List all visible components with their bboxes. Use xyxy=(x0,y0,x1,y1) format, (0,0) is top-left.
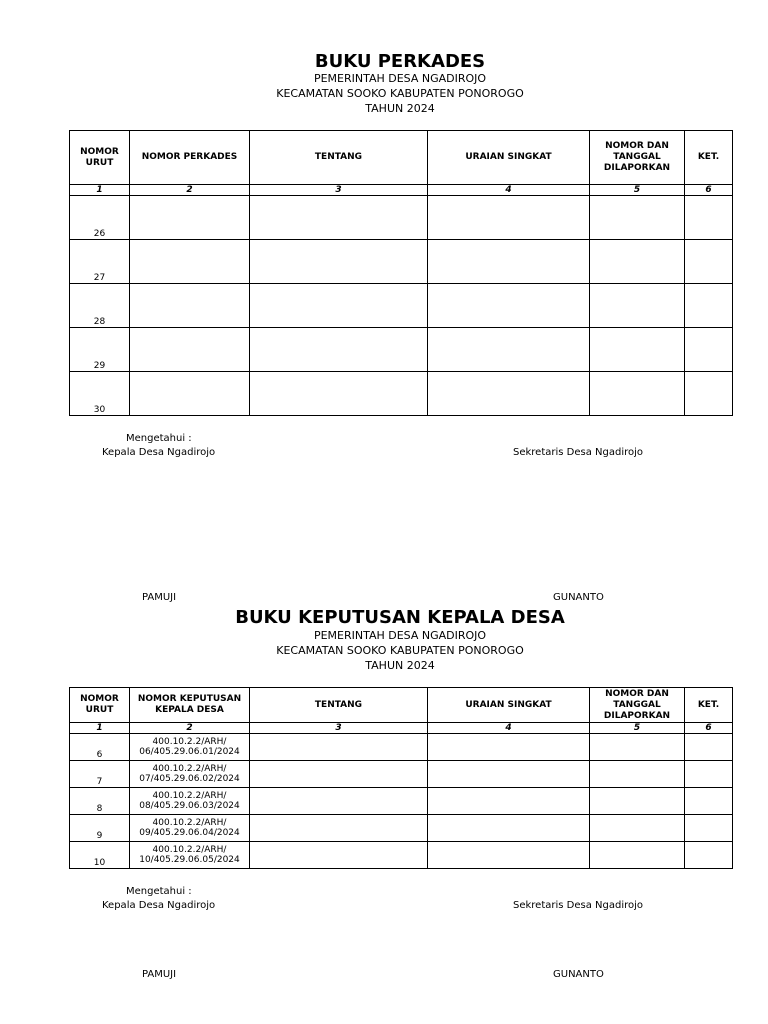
column-number: 1 xyxy=(70,723,130,734)
decree-number-line1: 400.10.2.2/ARH/ xyxy=(152,818,227,828)
document-title: BUKU KEPUTUSAN KEPALA DESA xyxy=(235,607,565,628)
decree-number-line2: 10/405.29.06.05/2024 xyxy=(139,855,240,865)
document-title: BUKU PERKADES xyxy=(314,51,486,72)
header-nomor-tanggal: NOMOR DAN TANGGAL DILAPORKAN xyxy=(590,131,685,185)
subtitle-district: KECAMATAN SOOKO KABUPATEN PONOROGO xyxy=(276,644,524,657)
header-nomor-tanggal: NOMOR DAN TANGGAL DILAPORKAN xyxy=(590,688,685,723)
column-number: 5 xyxy=(590,185,685,196)
subtitle-government: PEMERINTAH DESA NGADIROJO xyxy=(313,72,487,85)
decree-number-line1: 400.10.2.2/ARH/ xyxy=(152,737,227,747)
table-header-row xyxy=(70,131,733,185)
row-number: 26 xyxy=(70,196,130,240)
column-number: 4 xyxy=(428,723,590,734)
row-number: 8 xyxy=(70,788,130,815)
decree-number-line1: 400.10.2.2/ARH/ xyxy=(152,845,227,855)
row-number: 7 xyxy=(70,761,130,788)
row-number: 29 xyxy=(70,328,130,372)
header-uraian-singkat: URAIAN SINGKAT xyxy=(428,131,590,185)
table-row xyxy=(70,815,733,842)
column-number: 1 xyxy=(70,185,130,196)
decree-number xyxy=(130,788,250,815)
acknowledged-label: Mengetahui : xyxy=(126,433,192,444)
subtitle-year: TAHUN 2024 xyxy=(365,659,435,672)
header-nomor-urut: NOMOR URUT xyxy=(70,131,130,185)
village-head-role: Kepala Desa Ngadirojo xyxy=(102,900,216,911)
village-head-role: Kepala Desa Ngadirojo xyxy=(102,447,216,458)
table-row xyxy=(70,842,733,869)
table-row xyxy=(70,734,733,761)
decree-number xyxy=(130,761,250,788)
decree-number-line2: 09/405.29.06.04/2024 xyxy=(139,828,240,838)
table-header-row xyxy=(70,688,733,723)
village-head-name: PAMUJI xyxy=(142,592,177,603)
secretary-name: GUNANTO xyxy=(553,592,604,603)
subtitle-district: KECAMATAN SOOKO KABUPATEN PONOROGO xyxy=(276,87,524,100)
column-number: 2 xyxy=(130,723,250,734)
secretary-name: GUNANTO xyxy=(553,969,604,980)
perkades-table xyxy=(69,130,733,416)
table-row xyxy=(70,372,733,416)
column-number-row xyxy=(70,185,733,196)
subtitle-government: PEMERINTAH DESA NGADIROJO xyxy=(313,629,487,642)
table-row xyxy=(70,761,733,788)
header-nomor-urut: NOMOR URUT xyxy=(70,688,130,723)
row-number: 10 xyxy=(70,842,130,869)
decree-number-line2: 08/405.29.06.03/2024 xyxy=(139,801,240,811)
header-ket: KET. xyxy=(685,688,733,723)
decree-number-line2: 07/405.29.06.02/2024 xyxy=(139,774,240,784)
header-nomor-perkades: NOMOR PERKADES xyxy=(130,131,250,185)
table-row xyxy=(70,788,733,815)
row-number: 28 xyxy=(70,284,130,328)
header-uraian-singkat: URAIAN SINGKAT xyxy=(428,688,590,723)
column-number: 5 xyxy=(590,723,685,734)
village-head-name: PAMUJI xyxy=(142,969,177,980)
table-row xyxy=(70,240,733,284)
table-row xyxy=(70,284,733,328)
column-number-row xyxy=(70,723,733,734)
row-number: 30 xyxy=(70,372,130,416)
column-number: 6 xyxy=(685,723,733,734)
secretary-role: Sekretaris Desa Ngadirojo xyxy=(513,900,644,911)
decree-number xyxy=(130,815,250,842)
table-row xyxy=(70,328,733,372)
header-ket: KET. xyxy=(685,131,733,185)
subtitle-year: TAHUN 2024 xyxy=(365,102,435,115)
header-tentang: TENTANG xyxy=(250,688,428,723)
column-number: 4 xyxy=(428,185,590,196)
header-nomor-keputusan: NOMOR KEPUTUSAN KEPALA DESA xyxy=(130,688,250,723)
decree-number-line1: 400.10.2.2/ARH/ xyxy=(152,764,227,774)
header-tentang: TENTANG xyxy=(250,131,428,185)
table-row xyxy=(70,196,733,240)
keputusan-table xyxy=(69,687,733,869)
decree-number xyxy=(130,842,250,869)
decree-number-line2: 06/405.29.06.01/2024 xyxy=(139,747,240,757)
row-number: 6 xyxy=(70,734,130,761)
row-number: 9 xyxy=(70,815,130,842)
acknowledged-label: Mengetahui : xyxy=(126,886,192,897)
column-number: 3 xyxy=(250,723,428,734)
secretary-role: Sekretaris Desa Ngadirojo xyxy=(513,447,644,458)
decree-number-line1: 400.10.2.2/ARH/ xyxy=(152,791,227,801)
column-number: 2 xyxy=(130,185,250,196)
column-number: 3 xyxy=(250,185,428,196)
column-number: 6 xyxy=(685,185,733,196)
row-number: 27 xyxy=(70,240,130,284)
decree-number xyxy=(130,734,250,761)
